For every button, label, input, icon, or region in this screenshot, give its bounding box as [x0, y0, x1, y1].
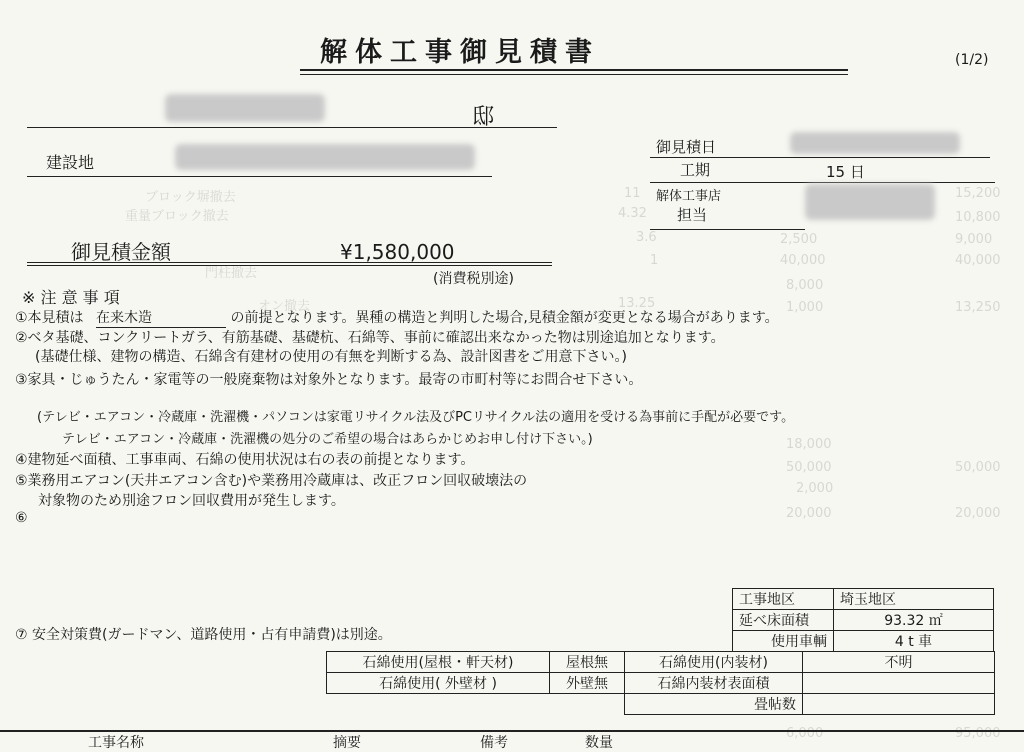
note-2: ②ベタ基礎、コンクリートガラ、有筋基礎、基礎杭、石綿等、事前に確認出来なかった物は別途追加となります。	[15, 330, 725, 346]
client-suffix: 邸	[472, 105, 495, 130]
bg-number: 3.6	[636, 230, 657, 245]
asbestos-interior-value: 不明	[803, 652, 995, 673]
region-label: 工事地区	[733, 589, 834, 610]
asbestos-interior-area-label: 石綿内装材表面積	[625, 673, 803, 694]
bg-item: 重量ブロック撤去	[125, 209, 229, 224]
footer-top-rule	[0, 730, 1024, 732]
note-5-detail: 対象物のため別途フロン回収費用が発生します。	[38, 493, 345, 509]
note-7: ⑦ 安全対策費(ガードマン、道路使用・占有申請費)は別途。	[15, 627, 392, 643]
document-title: 解体工事御見積書	[320, 37, 600, 68]
table-row	[733, 610, 994, 631]
amount-underline-2	[27, 265, 552, 266]
bg-number: 1	[650, 253, 659, 268]
bg-number: 11	[624, 186, 641, 201]
bg-price: 9,000	[955, 232, 993, 247]
bg-price: 40,000	[955, 253, 1001, 268]
tatami-value	[803, 694, 995, 715]
bg-item: 門柱撤去	[205, 266, 258, 281]
bg-price: 50,000	[955, 460, 1001, 475]
asbestos-wall-value: 外壁無	[550, 673, 625, 694]
period-label: 工期	[680, 161, 711, 179]
notes-heading: ※ 注 意 事 項	[22, 288, 120, 307]
footer-remarks: 備考	[480, 735, 508, 751]
contractor-redacted	[805, 184, 935, 220]
bg-price: 2,500	[780, 232, 818, 247]
asbestos-table	[326, 651, 995, 715]
bg-number: 4.32	[618, 206, 647, 221]
bg-number: 13.25	[618, 296, 656, 311]
estimate-date-label: 御見積日	[656, 138, 717, 156]
period-value: 15 日	[826, 163, 865, 181]
contractor-label: 解体工事店	[656, 189, 722, 204]
asbestos-interior-label: 石綿使用(内装材)	[625, 652, 803, 673]
bg-price: 15,200	[955, 186, 1001, 201]
estimate-date-underline	[650, 157, 990, 158]
bg-item: ブロック塀撤去	[145, 190, 236, 205]
conditions-table	[732, 588, 994, 652]
footer-quantity: 数量	[585, 735, 613, 751]
region-value: 埼玉地区	[834, 589, 994, 610]
note-1	[15, 307, 779, 328]
bg-price: 2,000	[796, 481, 834, 496]
period-underline	[650, 182, 995, 183]
asbestos-interior-area-value	[803, 673, 995, 694]
vehicle-label: 使用車輌	[733, 631, 834, 652]
bg-item: オン撤去	[258, 299, 311, 314]
bg-price: 6,000	[786, 726, 824, 741]
rep-label: 担当	[677, 206, 708, 224]
footer-summary: 摘要	[333, 735, 361, 751]
bg-price: 8,000	[786, 278, 824, 293]
tatami-label: 畳帖数	[625, 694, 803, 715]
site-underline	[27, 176, 492, 177]
table-row	[327, 673, 995, 694]
bg-price: 20,000	[955, 506, 1001, 521]
asbestos-roof-value: 屋根無	[550, 652, 625, 673]
bg-price: 40,000	[780, 253, 826, 268]
bg-price: 50,000	[786, 460, 832, 475]
bg-price: 95,000	[955, 726, 1001, 741]
site-label: 建設地	[46, 153, 95, 172]
bg-price: 18,000	[786, 437, 832, 452]
amount-value: ¥1,580,000	[340, 240, 455, 264]
note-3-detail-2: テレビ・エアコン・冷蔵庫・洗濯機の処分のご希望の場合はあらかじめお申し付け下さい。)	[62, 432, 593, 447]
note-1-structure: 在来木造	[96, 307, 226, 328]
empty-cell	[327, 694, 550, 715]
vehicle-value: 4 t 車	[834, 631, 994, 652]
note-1-prefix: ①本見積は	[15, 310, 84, 326]
amount-underline-1	[27, 262, 552, 263]
rep-underline	[650, 229, 805, 230]
floor-area-label: 延べ床面積	[733, 610, 834, 631]
asbestos-wall-label: 石綿使用( 外壁材 )	[327, 673, 550, 694]
floor-area-value: 93.32 ㎡	[834, 610, 994, 631]
tax-note: (消費税別途)	[433, 271, 514, 287]
table-row	[327, 694, 995, 715]
bg-price: 20,000	[786, 506, 832, 521]
table-row	[327, 652, 995, 673]
client-underline	[27, 127, 557, 128]
title-underline	[300, 74, 848, 75]
estimate-date-redacted	[790, 132, 960, 154]
bg-price: 13,250	[955, 300, 1001, 315]
note-6: ⑥	[15, 510, 28, 526]
note-3-detail: (テレビ・エアコン・冷蔵庫・洗濯機・パソコンは家電リサイクル法及びPCリサイクル法の適用を受ける為事前に手配が必要です。	[37, 410, 795, 425]
bg-price: 10,800	[955, 210, 1001, 225]
footer-work-name: 工事名称	[88, 735, 144, 751]
note-5: ⑤業務用エアコン(天井エアコン含む)や業務用冷蔵庫は、改正フロン回収破壊法の	[15, 473, 528, 489]
table-row	[733, 589, 994, 610]
site-address-redacted	[175, 144, 475, 170]
empty-cell	[550, 694, 625, 715]
amount-label: 御見積金額	[71, 240, 171, 264]
note-2-detail: (基礎仕様、建物の構造、石綿含有建材の使用の有無を判断する為、設計図書をご用意下さい。)	[35, 349, 627, 365]
note-3: ③家具・じゅうたん・家電等の一般廃棄物は対象外となります。最寄の市町村等にお問合せ下さい。	[15, 372, 643, 388]
bg-price: 1,000	[786, 300, 824, 315]
note-4: ④建物延べ面積、工事車両、石綿の使用状況は右の表の前提となります。	[15, 452, 475, 468]
table-row	[733, 631, 994, 652]
note-1-suffix: の前提となります。異種の構造と判明した場合,見積金額が変更となる場合があります。	[230, 310, 779, 326]
page-indicator: (1/2)	[955, 52, 989, 68]
asbestos-roof-label: 石綿使用(屋根・軒天材)	[327, 652, 550, 673]
title-underline	[300, 69, 848, 71]
client-name-redacted	[165, 94, 325, 122]
